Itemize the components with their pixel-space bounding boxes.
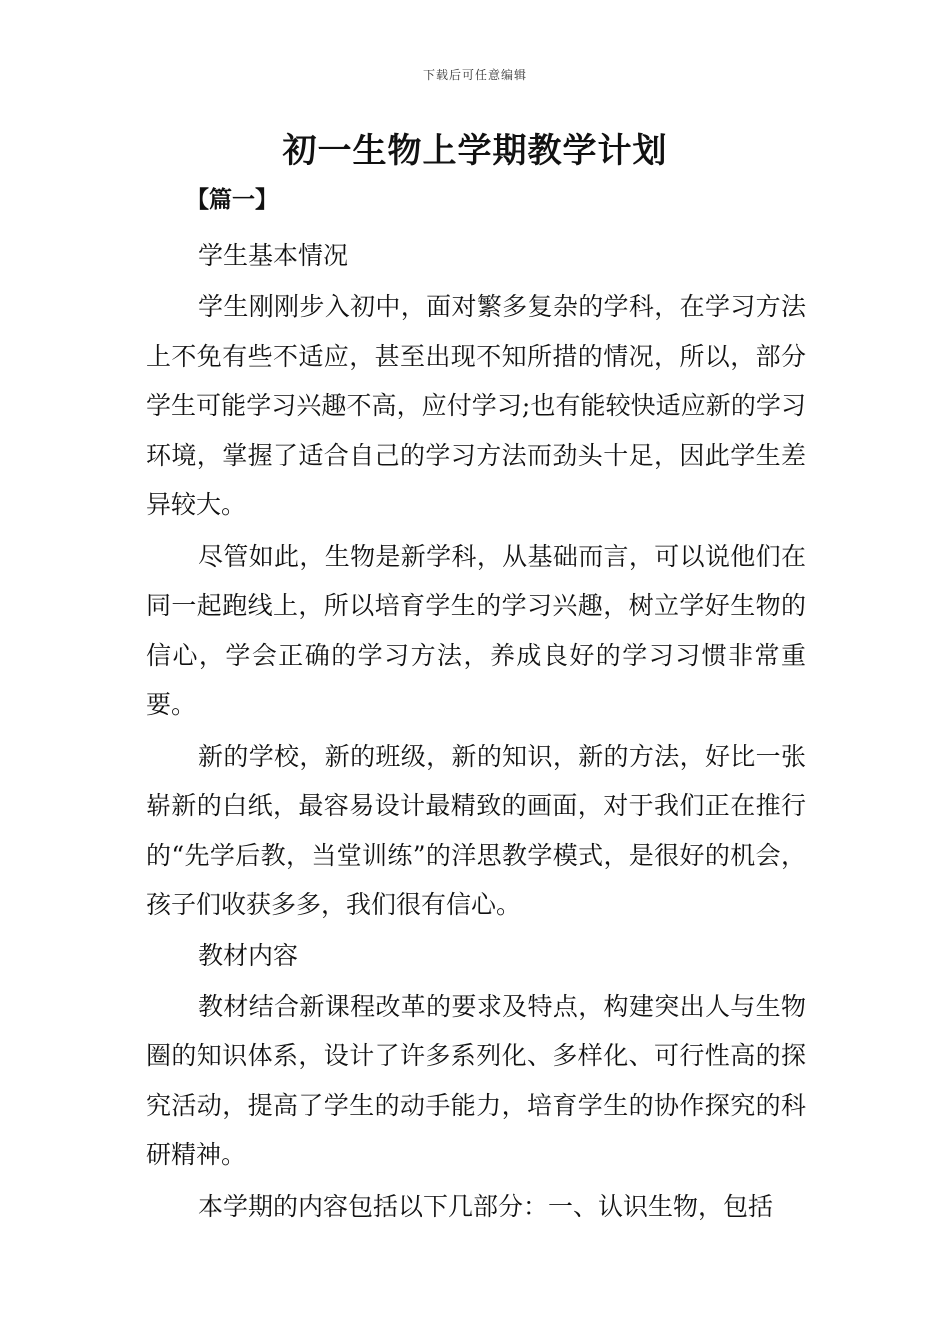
paragraph: 尽管如此，生物是新学科，从基础而言，可以说他们在同一起跑线上，所以培育学生的学习兴趣，树立学好生物的信心，学会正确的学习方法，养成良好的学习习惯非常重要。 xyxy=(146,541,806,719)
paragraph: 教材结合新课程改革的要求及特点，构建突出人与生物圈的知识体系，设计了许多系列化、多样化、可行性高的探究活动，提高了学生的动手能力，培育学生的协作探究的科研精神。 xyxy=(146,991,806,1169)
section-label: 【篇一】 xyxy=(186,186,278,213)
document-title: 初一生物上学期教学计划 xyxy=(282,131,668,171)
paragraph: 新的学校，新的班级，新的知识，新的方法，好比一张崭新的白纸，最容易设计最精致的画面，对于我们正在推行的“先学后教，当堂训练”的洋思教学模式，是很好的机会，孩子们收获多多，我们很有信心。 xyxy=(146,741,806,919)
header-note: 下载后可任意编辑 xyxy=(422,68,527,82)
document-body xyxy=(146,182,806,1233)
paragraph: 本学期的内容包括以下几部分：一、认识生物，包括 xyxy=(198,1191,774,1221)
paragraph: 学生刚刚步入初中，面对繁多复杂的学科，在学习方法上不免有些不适应，甚至出现不知所措的情况，所以，部分学生可能学习兴趣不高，应付学习;也有能较快适应新的学习环境，掌握了适合自己的学习方法而劲头十足，因此学生差异较大。 xyxy=(146,292,806,519)
heading-student-situation: 学生基本情况 xyxy=(198,241,349,270)
heading-textbook-content: 教材内容 xyxy=(198,940,299,970)
